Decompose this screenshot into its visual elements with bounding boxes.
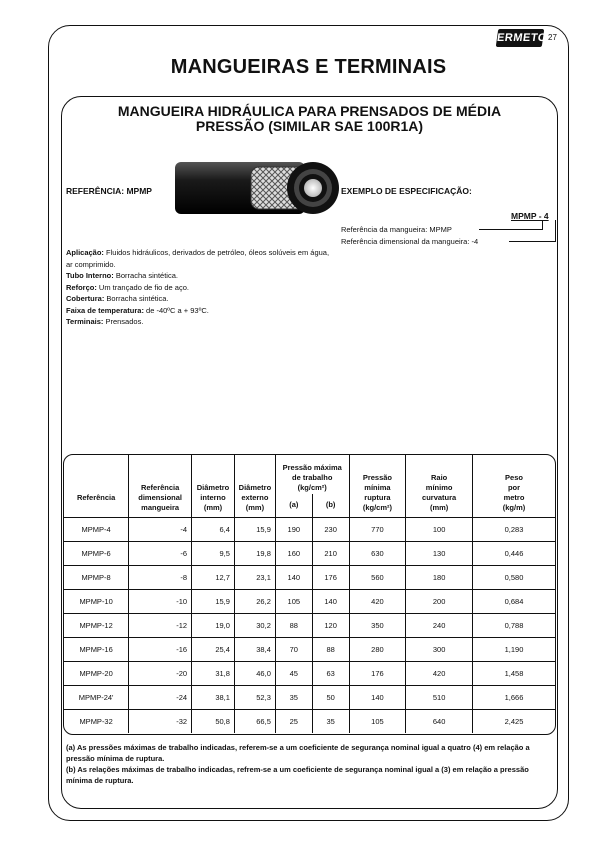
footnote-a: (a) As pressões máximas de trabalho indicadas, referem-se a um coeficiente de segurança nominal igual a quatro (4) em relação a pressão mínima de ruptura. xyxy=(66,743,530,763)
hose-illustration xyxy=(173,160,343,216)
table-cell: -6 xyxy=(129,541,192,565)
section-title-line1: MANGUEIRA HIDRÁULICA PARA PRENSADOS DE MÉDIA xyxy=(117,103,502,119)
description-item: Cobertura: Borracha sintética. xyxy=(66,294,169,303)
table-cell: 230 xyxy=(312,517,349,541)
table-cell: 770 xyxy=(349,517,406,541)
table-cell: 0,446 xyxy=(472,541,555,565)
table-cell: 240 xyxy=(406,613,473,637)
table-cell: 25,4 xyxy=(192,637,235,661)
table-cell: 176 xyxy=(349,661,406,685)
header-raio: Raio mínimo curvatura (mm) xyxy=(406,455,473,517)
description-item: Reforço: Um trançado de fio de aço. xyxy=(66,282,189,292)
table-cell: -24 xyxy=(129,685,192,709)
footnotes xyxy=(66,742,556,786)
table-cell: MPMP-10 xyxy=(64,589,129,613)
table-cell: MPMP-4 xyxy=(64,517,129,541)
table-cell: 9,5 xyxy=(192,541,235,565)
table-cell: 88 xyxy=(312,637,349,661)
footnote-b: (b) As relações máximas de trabalho indicadas, refrem-se a um coeficiente de segurança nominal igual a (3) em relação a pressão mínima de ruptura. xyxy=(66,765,529,785)
table-cell: 88 xyxy=(275,613,312,637)
section-title-line2: PRESSÃO (SIMILAR SAE 100R1A) xyxy=(195,118,424,134)
table-cell: 19,8 xyxy=(234,541,275,565)
table-cell: 105 xyxy=(275,589,312,613)
header-diam-ext: Diâmetro externo (mm) xyxy=(234,455,275,517)
table-cell: -20 xyxy=(129,661,192,685)
leader-line xyxy=(555,220,556,242)
table-cell: 1,666 xyxy=(472,685,555,709)
table-cell: 0,580 xyxy=(472,565,555,589)
example-line-2: Referência dimensional da mangueira: -4 xyxy=(341,237,479,246)
table-row xyxy=(64,589,555,613)
table-cell: 66,5 xyxy=(234,709,275,733)
table-cell: 130 xyxy=(406,541,473,565)
table-row xyxy=(64,541,555,565)
description-item: Faixa de temperatura: de -40ºC a + 93ºC. xyxy=(66,305,209,315)
table-cell: 25 xyxy=(275,709,312,733)
table-cell: 180 xyxy=(406,565,473,589)
table-cell: 26,2 xyxy=(234,589,275,613)
table-cell: 50,8 xyxy=(192,709,235,733)
table-cell: 38,4 xyxy=(234,637,275,661)
table-cell: MPMP-24' xyxy=(64,685,129,709)
table-cell: 420 xyxy=(406,661,473,685)
spec-table xyxy=(64,455,555,733)
page-number: 27 xyxy=(548,33,557,42)
table-cell: 50 xyxy=(312,685,349,709)
table-cell: -8 xyxy=(129,565,192,589)
table-cell: 0,684 xyxy=(472,589,555,613)
table-cell: 23,1 xyxy=(234,565,275,589)
table-row xyxy=(64,613,555,637)
description-item: Terminais: Prensados. xyxy=(66,317,144,326)
header-ref-dim: Referência dimensional mangueira xyxy=(129,455,192,517)
table-row xyxy=(64,517,555,541)
spec-table-frame xyxy=(63,454,556,735)
page-title: MANGUEIRAS E TERMINAIS xyxy=(170,56,447,78)
table-cell: 63 xyxy=(312,661,349,685)
table-cell: 30,2 xyxy=(234,613,275,637)
table-cell: -12 xyxy=(129,613,192,637)
leader-line xyxy=(542,220,543,230)
description-item: Aplicação: Fluidos hidráulicos, derivados de petróleo, óleos solúveis em água, ar comprimido. xyxy=(66,248,330,269)
table-cell: 19,0 xyxy=(192,613,235,637)
table-cell: 160 xyxy=(275,541,312,565)
table-cell: 280 xyxy=(349,637,406,661)
table-cell: 630 xyxy=(349,541,406,565)
table-cell: 560 xyxy=(349,565,406,589)
table-cell: -32 xyxy=(129,709,192,733)
table-cell: 12,7 xyxy=(192,565,235,589)
description xyxy=(66,247,336,328)
reference-label: REFERÊNCIA: MPMP xyxy=(66,186,152,196)
table-cell: -16 xyxy=(129,637,192,661)
table-cell: 640 xyxy=(406,709,473,733)
table-cell: 100 xyxy=(406,517,473,541)
table-cell: 0,283 xyxy=(472,517,555,541)
leader-line xyxy=(479,229,543,230)
example-label: EXEMPLO DE ESPECIFICAÇÃO: xyxy=(341,186,472,196)
leader-line xyxy=(509,241,556,242)
description-item: Tubo Interno: Borracha sintética. xyxy=(66,271,178,280)
table-cell: 35 xyxy=(312,709,349,733)
table-cell: 31,8 xyxy=(192,661,235,685)
table-cell: 6,4 xyxy=(192,517,235,541)
ermeto-logo: ERMETO xyxy=(496,29,545,47)
table-cell: 210 xyxy=(312,541,349,565)
table-cell: 1,190 xyxy=(472,637,555,661)
table-cell: MPMP-32 xyxy=(64,709,129,733)
table-cell: 300 xyxy=(406,637,473,661)
table-cell: 15,9 xyxy=(234,517,275,541)
table-row xyxy=(64,661,555,685)
header-peso: Peso por metro (kg/m) xyxy=(472,455,555,517)
header-pressao-max: Pressão máxima de trabalho (kg/cm²) xyxy=(275,455,349,494)
table-cell: 45 xyxy=(275,661,312,685)
header-referencia: Referência xyxy=(64,455,129,517)
table-cell: MPMP-16 xyxy=(64,637,129,661)
table-cell: -4 xyxy=(129,517,192,541)
table-cell: 350 xyxy=(349,613,406,637)
table-cell: 140 xyxy=(275,565,312,589)
table-cell: 1,458 xyxy=(472,661,555,685)
table-cell: 510 xyxy=(406,685,473,709)
table-cell: 120 xyxy=(312,613,349,637)
table-cell: 70 xyxy=(275,637,312,661)
table-row xyxy=(64,565,555,589)
table-cell: MPMP-20 xyxy=(64,661,129,685)
table-cell: 52,3 xyxy=(234,685,275,709)
table-cell: 38,1 xyxy=(192,685,235,709)
example-code: MPMP - 4 xyxy=(511,211,549,221)
table-cell: 140 xyxy=(349,685,406,709)
table-row xyxy=(64,685,555,709)
table-cell: 190 xyxy=(275,517,312,541)
table-cell: 420 xyxy=(349,589,406,613)
section-title xyxy=(61,104,558,134)
header-diam-int: Diâmetro interno (mm) xyxy=(192,455,235,517)
table-cell: 46,0 xyxy=(234,661,275,685)
table-row xyxy=(64,637,555,661)
table-cell: 0,788 xyxy=(472,613,555,637)
table-cell: MPMP-12 xyxy=(64,613,129,637)
table-cell: MPMP-8 xyxy=(64,565,129,589)
example-line-1: Referência da mangueira: MPMP xyxy=(341,225,452,234)
table-cell: 140 xyxy=(312,589,349,613)
table-cell: 15,9 xyxy=(192,589,235,613)
table-cell: -10 xyxy=(129,589,192,613)
header-sub-b: (b) xyxy=(312,494,349,517)
table-cell: 35 xyxy=(275,685,312,709)
table-cell: MPMP-6 xyxy=(64,541,129,565)
table-cell: 200 xyxy=(406,589,473,613)
table-row xyxy=(64,709,555,733)
table-cell: 176 xyxy=(312,565,349,589)
table-cell: 2,425 xyxy=(472,709,555,733)
header-pressao-min: Pressão mínima ruptura (kg/cm²) xyxy=(349,455,406,517)
header-sub-a: (a) xyxy=(275,494,312,517)
table-cell: 105 xyxy=(349,709,406,733)
